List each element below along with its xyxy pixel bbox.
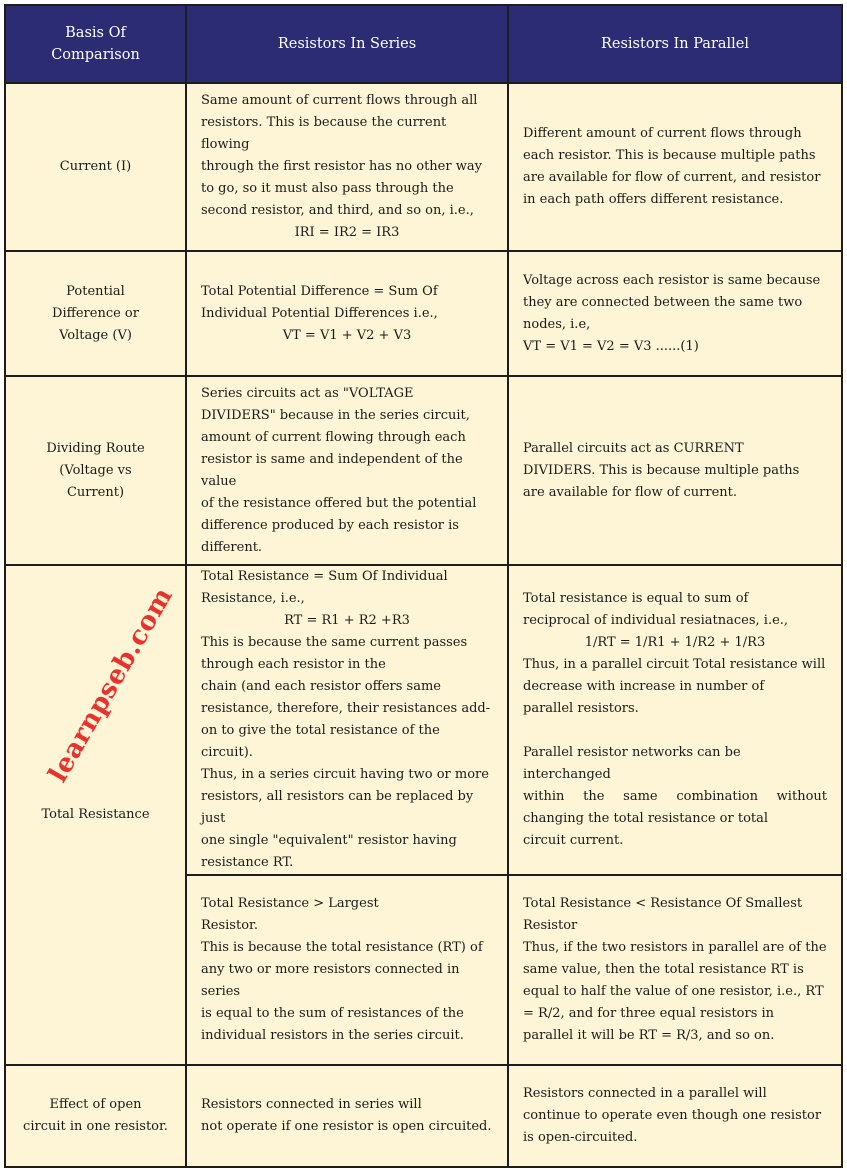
text-line: difference produced by each resistor is: [201, 517, 459, 533]
text-line: DIVIDERS. This is because multiple paths: [523, 462, 800, 478]
text-line: This is because the same current passes: [201, 635, 468, 650]
equation: 1/RT = 1/R1 + 1/R2 + 1/R3: [584, 635, 766, 650]
text-line: Resistors connected in a parallel will: [523, 1086, 767, 1101]
basis-label: Current): [66, 484, 125, 500]
header-series: Resistors In Series: [186, 5, 508, 83]
text-line: not operate if one resistor is open circuited.: [201, 1119, 492, 1134]
header-basis: Basis Of Comparison: [5, 5, 186, 83]
text-line: are available for flow of current, and resistor: [523, 170, 821, 185]
text-line: of the resistance offered but the potential: [201, 495, 477, 511]
text-line: parallel resistors.: [523, 701, 639, 716]
text-line: = R/2, and for three equal resistors in: [523, 1006, 775, 1021]
text-line: Parallel resistor networks can be interchanged: [523, 745, 741, 782]
text-line: to go, so it must also pass through the: [201, 181, 454, 196]
basis-label: Effect of open: [49, 1097, 142, 1112]
basis-total-resistance: [5, 565, 186, 1065]
parallel-open-circuit: [508, 1065, 842, 1167]
basis-label: Difference or: [52, 305, 139, 321]
text-line: on to give the total resistance of the circuit).: [201, 723, 440, 760]
text-line: parallel it will be RT = R/3, and so on.: [523, 1028, 775, 1043]
text-line: resistance RT.: [201, 855, 294, 870]
equation: VT = V1 + V2 + V3: [282, 327, 412, 343]
parallel-current: [508, 83, 842, 251]
basis-label: Voltage (V): [59, 327, 132, 343]
basis-current: [5, 83, 186, 251]
text-line: different.: [201, 539, 263, 555]
text-line: Resistance, i.e.,: [201, 591, 305, 606]
text-line: circuit current.: [523, 833, 624, 848]
text-line: within the same combination without: [523, 789, 827, 804]
text-line: in each path offers different resistance.: [523, 192, 784, 207]
text-line: Total Potential Difference = Sum Of: [201, 283, 438, 299]
text-line: resistance, therefore, their resistances add-: [201, 701, 491, 716]
text-line: nodes, i.e,: [523, 316, 591, 332]
parallel-voltage: [508, 251, 842, 376]
row-dividing: [5, 376, 842, 565]
text-line: Resistors connected in series will: [201, 1097, 422, 1112]
basis-label: Dividing Route: [46, 440, 145, 456]
series-voltage: [186, 251, 508, 376]
text-line: Thus, in a parallel circuit Total resistance will: [523, 657, 826, 672]
parallel-total-resistance-a: [508, 565, 842, 875]
row-total-resistance-a: [5, 565, 842, 875]
parallel-total-resistance-b: [508, 875, 842, 1065]
series-current: [186, 83, 508, 251]
text-line: Total Resistance > Largest: [201, 896, 379, 911]
basis-dividing: [5, 376, 186, 565]
basis-label: circuit in one resistor.: [23, 1119, 168, 1134]
text-line: Total Resistance = Sum Of Individual: [201, 569, 448, 584]
row-open-circuit: [5, 1065, 842, 1167]
parallel-dividing: [508, 376, 842, 565]
text-line: Parallel circuits act as CURRENT: [523, 440, 744, 456]
series-open-circuit: [186, 1065, 508, 1167]
text-line: Different amount of current flows through: [523, 126, 802, 141]
text-line: reciprocal of individual resiatnaces, i.e.,: [523, 613, 789, 628]
text-line: second resistor, and third, and so on, i.e.,: [201, 203, 474, 218]
basis-open-circuit: [5, 1065, 186, 1167]
text-line: This is because the total resistance (RT) of: [201, 940, 483, 955]
text-line: through the first resistor has no other way: [201, 159, 482, 174]
basis-label: Current (I): [59, 159, 132, 174]
text-line: DIVIDERS" because in the series circuit,: [201, 407, 470, 423]
text-line: same value, then the total resistance RT is: [523, 962, 804, 977]
text-line: amount of current flowing through each: [201, 429, 466, 445]
text-line: resistors, all resistors can be replaced by just: [201, 789, 474, 826]
text-line: chain (and each resistor offers same: [201, 679, 441, 694]
text-line: any two or more resistors connected in series: [201, 962, 460, 999]
row-current: [5, 83, 842, 251]
row-voltage: [5, 251, 842, 376]
text-line: they are connected between the same two: [523, 294, 803, 310]
text-line: resistors. This is because the current flowing: [201, 115, 447, 152]
header-parallel: Resistors In Parallel: [508, 5, 842, 83]
text-line: resistor is same and independent of the value: [201, 451, 463, 489]
basis-voltage: [5, 251, 186, 376]
text-line: Total Resistance < Resistance Of Smallest: [523, 896, 803, 911]
text-line: VT = V1 = V2 = V3 ......(1): [523, 338, 699, 354]
paragraph-gap: [523, 720, 827, 742]
watermark-text: learnpseb.com: [43, 582, 179, 788]
text-line: Series circuits act as "VOLTAGE: [201, 385, 414, 401]
text-line: Voltage across each resistor is same because: [523, 272, 821, 288]
text-line: through each resistor in the: [201, 657, 386, 672]
text-line: Resistor.: [201, 918, 258, 933]
text-line: Total resistance is equal to sum of: [523, 591, 749, 606]
equation: RT = R1 + R2 +R3: [284, 613, 410, 628]
text-line: individual resistors in the series circuit.: [201, 1028, 464, 1043]
text-line: Thus, if the two resistors in parallel are of the: [523, 940, 827, 955]
text-line: continue to operate even though one resistor: [523, 1108, 822, 1123]
text-line: one single "equivalent" resistor having: [201, 833, 457, 848]
equation: IRI = IR2 = IR3: [294, 225, 400, 240]
basis-label: Total Resistance: [41, 807, 150, 822]
text-line: is open-circuited.: [523, 1130, 638, 1145]
text-line: is equal to the sum of resistances of the: [201, 1006, 464, 1021]
series-total-resistance-b: [186, 875, 508, 1065]
text-line: changing the total resistance or total: [523, 811, 769, 826]
text-line: Thus, in a series circuit having two or more: [201, 767, 489, 782]
series-total-resistance-a: [186, 565, 508, 875]
comparison-table: [4, 4, 843, 1168]
text-line: each resistor. This is because multiple paths: [523, 148, 816, 163]
basis-label: Potential: [66, 283, 125, 299]
header-row: [5, 5, 842, 83]
text-line: equal to half the value of one resistor, i.e., RT: [523, 984, 824, 999]
text-line: Individual Potential Differences i.e.,: [201, 305, 438, 321]
text-line: Same amount of current flows through all: [201, 93, 478, 108]
text-line: are available for flow of current.: [523, 484, 738, 500]
text-line: decrease with increase in number of: [523, 679, 765, 694]
series-dividing: [186, 376, 508, 565]
basis-label: (Voltage vs: [59, 462, 132, 478]
text-line: Resistor: [523, 918, 578, 933]
